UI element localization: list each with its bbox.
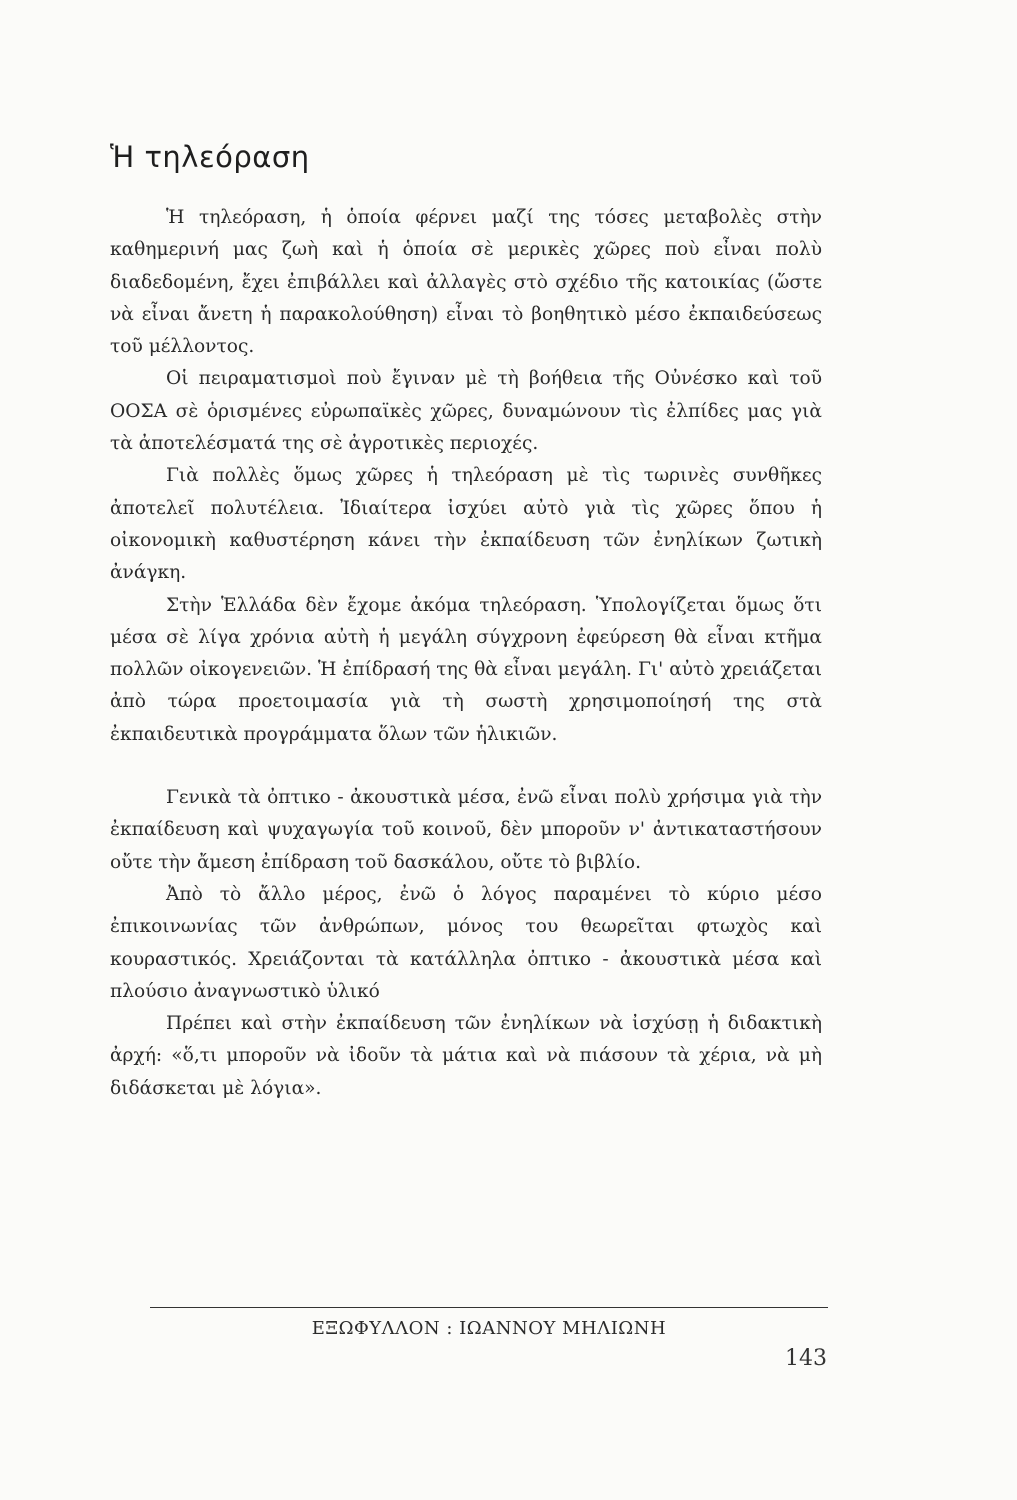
page-number: 143 [785,1346,827,1371]
paragraph: Οἱ πειραματισμοὶ ποὺ ἔγιναν μὲ τὴ βοήθεια τῆς Οὐνέσκο καὶ τοῦ ΟΟΣΑ σὲ ὁρισμένες εὐρωπαϊκὲς χῶρες, δυναμώνουν τὶς ἐλπίδες μας γιὰ τὰ ἀποτελέσματά της σὲ ἀγροτικὲς περιοχές. [110,368,822,455]
cover-credit: ΕΞΩΦΥΛΛΟΝ : ΙΩΑΝΝΟΥ ΜΗΛΙΩΝΗ [311,1318,667,1339]
page-title: Ἡ τηλεόραση [110,140,310,174]
footer-divider [150,1307,828,1308]
paragraph: Γιὰ πολλὲς ὅμως χῶρες ἡ τηλεόραση μὲ τὶς τωρινὲς συνθῆκες ἀποτελεῖ πολυτέλεια. Ἰδιαίτερα ἰσχύει αὐτὸ γιὰ τὶς χῶρες ὅπου ἡ οἰκονομικὴ καθυστέρηση κάνει τὴν ἐκπαίδευση τῶν ἐνηλίκων ζωτικὴ ἀνάγκη. [110,465,822,584]
paragraph: Ἡ τηλεόραση, ἡ ὁποία φέρνει μαζί της τόσες μεταβολὲς στὴν καθημερινή μας ζωὴ καὶ ἡ ὁποία σὲ μερικὲς χῶρες ποὺ εἶναι πολὺ διαδεδομένη, ἔχει ἐπιβάλλει καὶ ἀλλαγὲς στὸ σχέδιο τῆς κατοικίας (ὥστε νὰ εἶναι ἄνετη ἡ παρακολούθηση) εἶναι τὸ βοηθητικὸ μέσο ἐκπαιδεύσεως τοῦ μέλλοντος. [110,207,822,358]
paragraph: Γενικὰ τὰ ὀπτικο - ἀκουστικὰ μέσα, ἐνῶ εἶναι πολὺ χρήσιμα γιὰ τὴν ἐκπαίδευση καὶ ψυχαγωγία τοῦ κοινοῦ, δὲν μποροῦν ν' ἀντικαταστήσουν οὔτε τὴν ἄμεση ἐπίδραση τοῦ δασκάλου, οὔτε τὸ βιβλίο. [110,787,822,873]
paragraph: Πρέπει καὶ στὴν ἐκπαίδευση τῶν ἐνηλίκων νὰ ἰσχύσῃ ἡ διδακτικὴ ἀρχή: «ὅ,τι μποροῦν νὰ ἰδοῦν τὰ μάτια καὶ νὰ πιάσουν τὰ χέρια, νὰ μὴ διδάσκεται μὲ λόγια». [110,1013,822,1099]
article-body [110,202,822,1105]
paragraph: Ἀπὸ τὸ ἄλλο μέρος, ἐνῶ ὁ λόγος παραμένει τὸ κύριο μέσο ἐπικοινωνίας τῶν ἀνθρώπων, μόνος του θεωρεῖται φτωχὸς καὶ κουραστικός. Χρειάζονται τὰ κατάλληλα ὀπτικο - ἀκουστικὰ μέσα καὶ πλούσιο ἀναγνωστικὸ ὑλικό [110,883,822,1002]
paragraph: Στὴν Ἑλλάδα δὲν ἔχομε ἀκόμα τηλεόραση. Ὑπολογίζεται ὅμως ὅτι μέσα σὲ λίγα χρόνια αὐτὴ ἡ μεγάλη σύγχρονη ἐφεύρεση θὰ εἶναι κτῆμα πολλῶν οἰκογενειῶν. Ἡ ἐπίδρασή της θὰ εἶναι μεγάλη. Γι' αὐτὸ χρειάζεται ἀπὸ τώρα προετοιμασία γιὰ τὴ σωστὴ χρησιμοποίησή της στὰ ἐκπαιδευτικὰ προγράμματα ὅλων τῶν ἡλικιῶν. [110,594,822,745]
section-gap [110,751,822,782]
